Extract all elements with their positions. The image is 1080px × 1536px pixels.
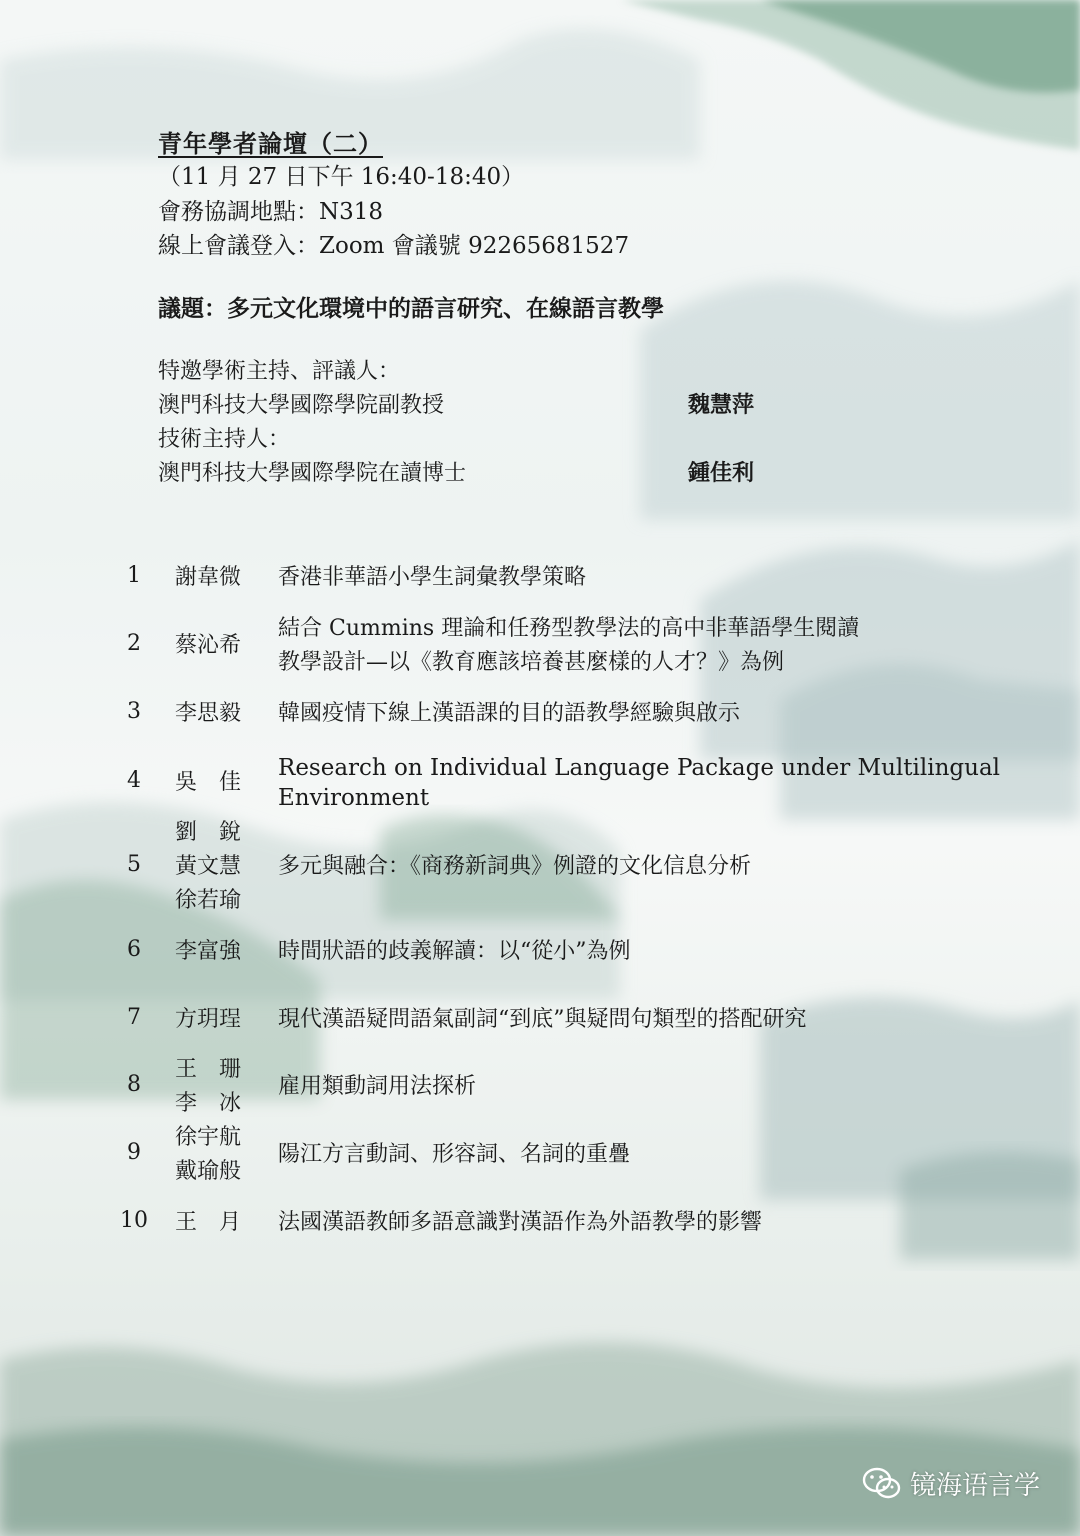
paper-row — [0, 612, 1080, 680]
paper-row — [0, 697, 1080, 731]
paper-title-line: 雇用類動詞用法探析 — [278, 1074, 477, 1099]
paper-row — [0, 1053, 1080, 1121]
tech-host-affiliation: 澳門科技大學國際學院在讀博士 — [158, 461, 467, 486]
paper-title-line: 教學設計—以《教育應該培養甚麼樣的人才？》為例 — [278, 650, 785, 675]
academic-host-affiliation: 澳門科技大學國際學院副教授 — [158, 393, 445, 418]
author-name: 謝韋微 — [175, 565, 242, 590]
watermark — [862, 1465, 1040, 1502]
paper-number: 3 — [127, 699, 141, 724]
paper-title-line: Research on Individual Language Package under Multilingual — [278, 755, 1001, 781]
paper-row — [0, 1121, 1080, 1189]
paper-authors — [175, 816, 267, 918]
author-name: 劉 銳 — [175, 820, 242, 845]
paper-authors — [175, 1206, 267, 1240]
author-name: 方玥珵 — [175, 1007, 242, 1032]
paper-title-line: 結合 Cummins 理論和任務型教學法的高中非華語學生閱讀 — [278, 616, 860, 641]
author-name: 徐若瑜 — [175, 888, 242, 913]
paper-title — [278, 1070, 938, 1104]
wechat-icon — [862, 1467, 902, 1501]
paper-row — [0, 752, 1080, 814]
paper-title-line: 陽江方言動詞、形容詞、名詞的重疊 — [278, 1142, 631, 1167]
author-name: 王 珊 — [175, 1057, 242, 1082]
paper-authors — [175, 935, 267, 969]
paper-title — [278, 753, 1001, 813]
paper-row — [0, 1003, 1080, 1037]
author-name: 黃文慧 — [175, 854, 242, 879]
tech-host-name: 鍾佳利 — [688, 460, 755, 486]
paper-number: 9 — [127, 1140, 141, 1165]
paper-number: 2 — [127, 631, 141, 656]
tech-host-label: 技術主持人： — [158, 427, 291, 452]
author-name: 王 月 — [175, 1210, 242, 1235]
paper-title — [278, 697, 938, 731]
paper-row — [0, 935, 1080, 969]
author-name: 李思毅 — [175, 701, 242, 726]
paper-authors — [175, 1121, 267, 1189]
paper-title-line: 韓國疫情下線上漢語課的目的語教學經驗與啟示 — [278, 701, 741, 726]
paper-authors — [175, 561, 267, 595]
paper-title-line: 多元與融合：《商務新詞典》例證的文化信息分析 — [278, 854, 752, 879]
academic-host-label: 特邀學術主持、評議人： — [158, 359, 401, 384]
author-name: 李富強 — [175, 939, 242, 964]
academic-host-name: 魏慧萍 — [688, 392, 755, 418]
paper-authors — [175, 697, 267, 731]
paper-number: 7 — [127, 1005, 141, 1030]
forum-title: 青年學者論壇（二） — [158, 129, 383, 158]
author-name: 徐宇航 — [175, 1125, 242, 1150]
paper-title — [278, 612, 938, 680]
paper-number: 1 — [127, 563, 141, 588]
paper-title-line: 時間狀語的歧義解讀：以“從小”為例 — [278, 939, 631, 964]
paper-number: 4 — [127, 768, 141, 793]
paper-number: 10 — [120, 1208, 148, 1233]
paper-title — [278, 561, 938, 595]
paper-authors — [175, 629, 267, 663]
paper-number: 8 — [127, 1072, 141, 1097]
online-meeting-info: 線上會議登入：Zoom 會議號 92265681527 — [158, 233, 630, 259]
forum-time: （11 月 27 日下午 16:40-18:40） — [158, 164, 525, 190]
paper-row — [0, 561, 1080, 595]
paper-row — [0, 816, 1080, 918]
paper-title-line: Environment — [278, 785, 430, 811]
paper-title-line: 現代漢語疑問語氣副詞“到底”與疑問句類型的搭配研究 — [278, 1007, 807, 1032]
paper-number: 5 — [127, 852, 141, 877]
paper-title — [278, 935, 938, 969]
author-name: 吳 佳 — [175, 770, 242, 795]
author-name: 蔡沁希 — [175, 633, 242, 658]
author-name: 李 冰 — [175, 1091, 242, 1116]
paper-title — [278, 850, 938, 884]
paper-authors — [175, 766, 267, 800]
paper-number: 6 — [127, 937, 141, 962]
paper-title — [278, 1206, 938, 1240]
paper-title-line: 香港非華語小學生詞彙教學策略 — [278, 565, 587, 590]
author-name: 戴瑜般 — [175, 1159, 242, 1184]
paper-title — [278, 1003, 938, 1037]
forum-venue: 會務協調地點：N318 — [158, 199, 384, 225]
session-topic: 議題：多元文化環境中的語言研究、在線語言教學 — [158, 295, 664, 322]
paper-title-line: 法國漢語教師多語意識對漢語作為外語教學的影響 — [278, 1210, 763, 1235]
watermark-text: 镜海语言学 — [909, 1471, 1040, 1501]
paper-row — [0, 1206, 1080, 1240]
paper-authors — [175, 1053, 267, 1121]
paper-title — [278, 1138, 938, 1172]
paper-authors — [175, 1003, 267, 1037]
